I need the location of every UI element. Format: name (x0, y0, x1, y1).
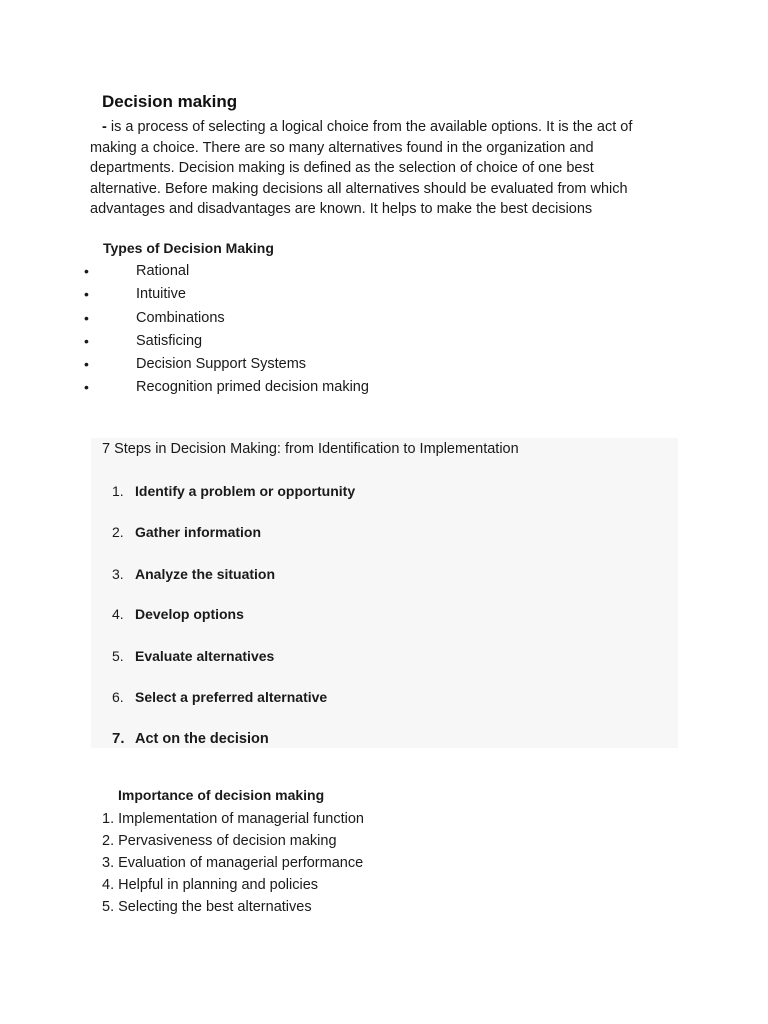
type-item-label: Intuitive (136, 286, 186, 303)
page-title: Decision making (102, 92, 238, 111)
intro-dash: - (102, 119, 107, 135)
step-label: Gather information (135, 524, 262, 540)
importance-item: 2. Pervasiveness of decision making (102, 833, 337, 849)
step-number: 5. (112, 648, 124, 664)
step-item (112, 689, 327, 705)
step-label: Act on the decision (135, 731, 269, 747)
type-item-label: Satisficing (136, 332, 203, 349)
type-item-label: Combinations (136, 309, 225, 326)
step-number: 6. (112, 689, 124, 705)
step-item (112, 648, 274, 664)
step-number: 7. (112, 730, 125, 747)
step-label: Analyze the situation (135, 566, 276, 582)
importance-heading: Importance of decision making (118, 787, 325, 803)
step-item (112, 730, 269, 747)
step-label: Select a preferred alternative (135, 689, 328, 705)
step-label: Develop options (135, 606, 244, 622)
bullet-icon: • (84, 263, 89, 279)
bullet-icon: • (84, 332, 89, 349)
step-item (112, 606, 244, 622)
steps-heading: 7 Steps in Decision Making: from Identification to Implementation (102, 441, 519, 457)
step-number: 1. (112, 483, 124, 499)
step-item (112, 524, 261, 540)
types-heading: Types of Decision Making (103, 240, 274, 256)
type-item-label: Rational (136, 263, 190, 279)
importance-item: 5. Selecting the best alternatives (102, 899, 312, 915)
bullet-icon: • (84, 286, 89, 303)
step-number: 2. (112, 524, 124, 540)
bullet-icon: • (84, 379, 89, 396)
step-item (112, 566, 275, 582)
importance-item: 1. Implementation of managerial function (102, 811, 364, 827)
bullet-icon: • (84, 309, 89, 326)
intro-paragraph (90, 117, 660, 220)
step-number: 4. (112, 606, 124, 622)
step-number: 3. (112, 566, 124, 582)
step-label: Evaluate alternatives (135, 648, 275, 664)
importance-item: 4. Helpful in planning and policies (102, 877, 319, 893)
step-item (112, 483, 355, 499)
intro-text: is a process of selecting a logical choice from the available options. It is the act of making a choice. There are so many alternatives found in the organization and departments. Decision making is defined as the selection of choice of one best alternative. Before making decisions all alternatives should be evaluated from which advantages and disadvantages are known. It helps to make the best decisions (90, 119, 633, 217)
step-label: Identify a problem or opportunity (135, 483, 356, 499)
type-item-label: Recognition primed decision making (136, 379, 369, 396)
type-item-label: Decision Support Systems (136, 356, 307, 373)
importance-item: 3. Evaluation of managerial performance (102, 855, 364, 871)
bullet-icon: • (84, 356, 89, 373)
